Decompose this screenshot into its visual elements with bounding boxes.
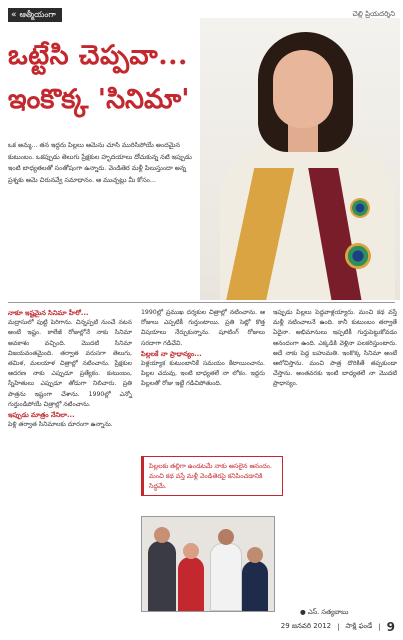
portrait-photo	[200, 18, 400, 300]
family-photo	[141, 516, 275, 612]
column-text: ఇప్పుడు పిల్లలు పెద్దవాళ్లయ్యారు. మంచి కథ వస్తే మళ్లీ నటించాలనే ఉంది. కానీ కుటుంబం తర్వాతే ఏదైనా. అభిమానులు ఇప్పటికీ గుర్తుపెట్టుకోవడం ఆనందంగా ఉంది. ఎక్కడికి వెళ్లినా పలకరిస్తుంటారు. అదే నాకు పెద్ద బహుమతి. ఇంకొక్క సినిమా అంటే ఆలోచిస్తాను. మంచి పాత్ర దొరికితే తప్పకుండా చేస్తాను. అంతవరకు ఇంటి బాధ్యతలే నా మొదటి ప్రాధాన్యం.	[273, 309, 397, 388]
headline-line2: ఇంకొక్క 'సినిమా'	[8, 84, 190, 115]
intro-paragraph: ఒక అమ్మ... తన ఇద్దరు పిల్లలు ఆమెను చూసి మురిసిపోయే అందమైన కుటుంబం. ఒకప్పుడు తెలుగు ప్రేక్షకుల హృదయాలు దోచుకున్న నటి ఇప్పుడు ఇంటి బాధ్యతలతో సంతోషంగా ఉన్నారు. వెండితెర మళ్లీ పిలుస్తుందా అన్న ప్రశ్నకు ఆమె చిరునవ్వే సమాధానం. ఆ ముచ్చట్లు మీ కోసం...	[8, 141, 192, 184]
chevron-left-icon: «	[11, 10, 17, 20]
section-tag	[8, 8, 62, 22]
photo-credit: చెల్లి ప్రియదర్శిని	[352, 10, 395, 18]
issue-date: 29 జనవరి 2012	[280, 622, 332, 630]
article-column-3	[273, 308, 397, 390]
subhead: ఇప్పుడు మాత్రం నేనిలా...	[8, 411, 75, 420]
subhead: నాకూ ఇష్టమైన సినిమా హీరో...	[8, 309, 89, 317]
page-number: 9	[386, 620, 395, 634]
column-text: పెళ్లయ్యాక కుటుంబానికే సమయం కేటాయించాను. పిల్లల చదువు, ఇంటి బాధ్యతలే నా లోకం. ఇద్దరు పిల్లలతో రోజు ఇట్టే గడిచిపోతుంది.	[141, 360, 265, 388]
headline-line1: ఒట్టేసి చెప్పవా...	[8, 40, 188, 71]
author-name: ● ఎస్. సత్యబాబు	[300, 608, 349, 616]
column-text: పెళ్లి తర్వాత సినిమాలకు దూరంగా ఉన్నాను.	[8, 421, 113, 429]
article-column-1	[8, 308, 132, 430]
divider	[8, 302, 395, 303]
page-footer: 29 జనవరి 2012 | సాక్షి ఫండే | 9	[280, 620, 395, 634]
publication-name: సాక్షి ఫండే	[345, 622, 373, 630]
section-label: ఆత్మీయంగా	[19, 10, 56, 19]
column-text: మద్రాసులో పుట్టి పెరిగాను. చిన్నప్పటి నుంచే నటన అంటే ఇష్టం. కాలేజీ రోజుల్లోనే నాకు సినిమా అవకాశం వచ్చింది. మొదటి సినిమా విజయవంతమైంది. తర్వాత వరుసగా తెలుగు, తమిళ, మలయాళ చిత్రాల్లో నటించాను. ప్రేక్షకుల ఆదరణ నాకు ఎప్పుడూ ప్రత్యేకం. కుటుంబం, స్నేహితులు ఎప్పుడూ తోడుగా నిలిచారు. ప్రతి పాత్రను ఇష్టంగా చేశాను. 1990ల్లో ఎన్నో గుర్తుండిపోయే చిత్రాల్లో నటించాను.	[8, 319, 132, 408]
column-text: 1990ల్లో ప్రముఖ దర్శకుల చిత్రాల్లో నటించాను. ఆ రోజులు ఎప్పటికీ గుర్తుంటాయి. ప్రతి సెట్లో కొత్త విషయాలు నేర్చుకున్నాను. షూటింగ్ రోజులు సరదాగా గడిచేవి.	[141, 309, 265, 347]
pull-quote: పిల్లలకు తల్లిగా ఉండటమే నాకు అసలైన ఆనందం. మంచి కథ వస్తే మళ్లీ వెండితెరపై కనిపించడానికి సిద్ధమే.	[141, 456, 283, 496]
subhead: పిల్లలకే నా ప్రాధాన్యం...	[141, 349, 202, 358]
article-column-2	[141, 308, 265, 390]
